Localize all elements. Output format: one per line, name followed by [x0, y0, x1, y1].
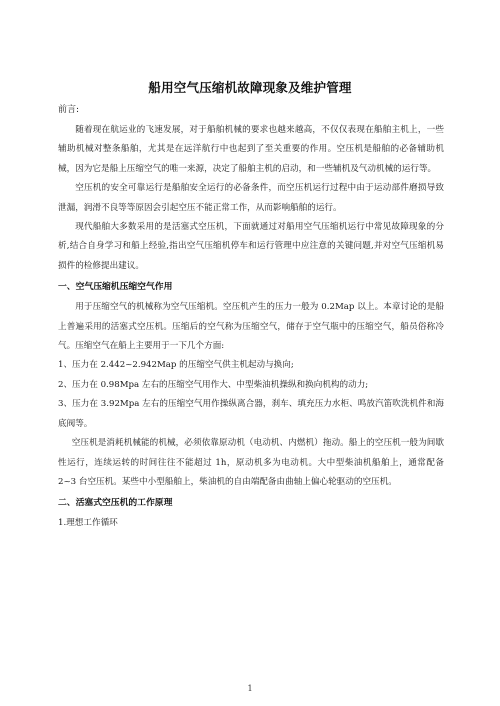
paragraph: 现代船舶大多数采用的是活塞式空压机，下面就通过对船用空气压缩机运行中常见故障现象的分析,结合自身学习和船上经验,指出空气压缩机停车和运行管理中应注意的关键问题,并对空气压缩机易损件的检修提出建议。: [58, 222, 444, 271]
subsection-heading: 1.理想工作循环: [58, 518, 118, 529]
foreword-label: 前言:: [58, 105, 80, 115]
paragraph: 随着现在航运业的飞速发展，对于船舶机械的要求也越来越高，不仅仅表现在船舶主机上，一些辅助机械对整条船舶，尤其是在远洋航行中也起到了至关重要的作用。空压机是船舶的必备辅助机械，因为它是船上压缩空气的唯一来源，决定了船舶主机的启动，和一些辅机及气动机械的运行等。: [58, 125, 444, 174]
list-item: 2、压力在 0.98Mpa 左右的压缩空气用作大、中型柴油机操纵和换向机构的动力;: [58, 379, 369, 390]
paragraph: 空压机的安全可靠运行是船舶安全运行的必备条件，而空压机运行过程中由于运动部件磨损导致泄漏，润滑不良等等原因会引起空压不能正常工作，从而影响船舶的运行。: [58, 183, 444, 213]
list-item: 3、压力在 3.92Mpa 左右的压缩空气用作操纵离合器，刹车、填充压力水柜、鸣放汽笛吹洗机件和海底阀等。: [58, 399, 444, 429]
document-title: 船用空气压缩机故障现象及维护管理: [148, 80, 352, 95]
page-number: 1: [247, 684, 253, 693]
paragraph: 用于压缩空气的机械称为空气压缩机。空压机产生的压力一般为 0.2Map 以上。本章讨论的是船上普遍采用的活塞式空压机。压缩后的空气称为压缩空气，储存于空气瓶中的压缩空气，船员俗称冷气。压缩空气在船上主要用于一下几个方面:: [58, 302, 444, 352]
paragraph: 空压机是消耗机械能的机械，必须依靠原动机（电动机、内燃机）拖动。船上的空压机一般为间歇性运行，连续运转的时间往往不能超过 1h，原动机多为电动机。大中型柴油机船舶上，通常配备 2~3 台空压机。某些中小型船舶上，柴油机的自由端配备由曲轴上偏心轮驱动的空压机。: [58, 438, 444, 487]
section-heading: 一、空气压缩机压缩空气作用: [58, 282, 173, 293]
section-heading: 二、活塞式空压机的工作原理: [58, 498, 173, 509]
document-body: [58, 121, 444, 534]
list-item: 1、压力在 2.442~2.942Map 的压缩空气供主机起动与换向;: [58, 360, 294, 371]
